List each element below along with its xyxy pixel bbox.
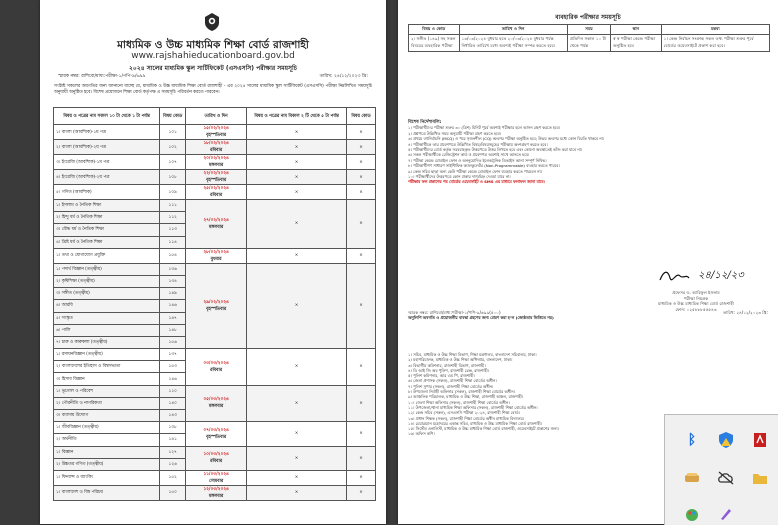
code-cell: ১৪৭ [160,312,186,324]
pm-code-cell: × [346,155,375,170]
pm-code-cell: × [346,485,375,500]
distribution-item: ৩। বিভাগীয় কমিশনার, রাজশাহী বিভাগ, রাজশাহী। [408,362,486,368]
pm-subject-cell: × [247,140,347,155]
table-row [54,185,376,200]
subject-cell: ১। ভূগোল ও পরিবেশ [54,385,160,397]
code-cell: ১৫৪ [160,248,186,263]
distribution-item: ৪। ডি আই জি অব পুলিশ, রাজশাহী রেঞ্জ, রাজশাহী। [408,367,490,373]
pm-code-cell: × [346,470,375,485]
pm-subject-cell: × [247,248,347,263]
date-cell [186,140,247,155]
distribution-item: ৯। আঞ্চলিক পরিচালক, মাধ্যমিক ও উচ্চ শিক্ষা, রাজশাহী অঞ্চল, রাজশাহী। [408,394,524,400]
code-cell: ১৫৬ [160,336,186,348]
date-cell [186,349,247,386]
subject-cell: ১। ফিন্যান্স ও ব্যাংকিং [54,470,160,485]
folder-icon[interactable] [749,467,771,489]
col-subject-am: বিষয় ও পত্রের নাম সকাল ১০ টা থেকে ১ টা পর্যন্ত [54,108,160,125]
pm-subject-cell: × [247,349,347,386]
exam-date: ০৫/০৩/২০২৪ [203,397,229,403]
date-cell [186,385,247,422]
pm-code-cell: × [346,200,375,249]
exam-title: ২০২৪ সালের মাধ্যমিক স্কুল সার্টিফিকেট (এসএসসি) পরীক্ষার সময়সূচি [129,65,297,72]
table-row [54,470,376,485]
memo-number: স্মারক নম্বর: রাশিবো/মাধ্য:পরীক্ষা-১/পপি-৯/৬৯৯ [58,74,146,79]
exam-date: ০৭/০৩/২০২৪ [203,427,229,433]
pm-subject-cell: × [247,446,347,470]
pm-subject-cell: × [247,263,347,348]
code-cell: ১৩৮ [160,422,186,434]
exam-date: ১৮/০২/২০২৪ [203,141,229,146]
sig-phone: ফোন: ০২৫৮৮৮৫৫৫৪৩ [675,306,717,312]
note-item: ৫। পরীক্ষার্থীদের বোর্ড কর্তৃক সরবরাহকৃত উত্তরপত্রে উত্তর লিখতে হবে এবং কোনো অবস্থাতেই ভাঁজ করা যাবে না। [408,147,583,153]
code-cell: ১৫২ [160,470,186,485]
practical-title: ব্যবহারিক পরীক্ষার সময়সূচি [555,14,621,21]
date-cell [186,446,247,470]
subject-cell: ২। হিন্দু ধর্ম ও নৈতিক শিক্ষা [54,212,160,224]
col-code-pm: বিষয় কোড [346,108,375,125]
code-cell: ১১৪ [160,236,186,248]
date-cell [186,200,247,249]
distribution-item: ১৪। চেয়ারম্যান মহোদয়ের একান্ত সচিব, মাধ্যমিক ও উচ্চ মাধ্যমিক শিক্ষা বোর্ড রাজশাহী। [408,420,542,426]
exam-date: ১১/০৩/২০২৪ [203,471,229,477]
subject-cell: ৩। ব্যবসায় উদ্যোগ [54,410,160,422]
pm-subject-cell: × [247,155,347,170]
exam-day: বৃহস্পতিবার [206,133,227,138]
distribution-item: ১২। কেন্দ্র সচিব (সকল), এসএসসি পরীক্ষা ২০২৪, রাজশাহী শিক্ষা বোর্ড। [408,410,520,416]
shield-warning-icon[interactable] [715,429,737,451]
pm-code-cell: × [346,185,375,200]
code-cell: ১৪৮ [160,324,186,336]
exam-day: রবিবার [210,367,223,373]
subject-cell: ২। কৃষিশিক্ষা (তত্ত্বীয়) [54,275,160,287]
code-cell: ১০৯ [160,185,186,200]
practical-col-date: তারিখ ও দিন [459,25,567,35]
code-cell: ১১০ [160,385,186,397]
pm-code-cell: × [346,125,375,140]
code-cell: ১৩৪ [160,275,186,287]
table-row [54,263,376,275]
note-item: ১০। পরীক্ষার্থীদের উত্তরপত্রে কোন প্রকার দাগ/চিহ্ন দেওয়া যাবে না। [408,174,511,180]
memo2-date: তারিখ: ২৪/১২/২০২৩ খ্রি: [723,310,768,315]
code-cell: ১০৮ [160,170,186,185]
code-cell: ১৫০ [160,485,186,500]
exam-schedule-table [53,107,376,501]
table-row [54,140,376,155]
subject-cell: ১। জীববিজ্ঞান (তত্ত্বীয়) [54,422,160,434]
pm-subject-cell: × [247,200,347,249]
board-seal-icon [203,12,221,32]
pm-code-cell: × [346,263,375,348]
pen-icon[interactable] [715,503,737,525]
distribution-item: ১১। উপজেলা/থানা মাধ্যমিক শিক্ষা অফিসার (সকল), রাজশাহী শিক্ষা বোর্ডের অধীন। [408,404,538,410]
subject-cell: ৭। চারু ও কারুকলা (তত্ত্বীয়) [54,336,160,348]
note-item: ২। প্রশ্নপত্রে উল্লিখিত সময় অনুযায়ী পরীক্ষা গ্রহণ করতে হবে। [408,130,502,136]
exam-day: বৃহস্পতিবার [206,434,227,440]
exam-day: বৃহস্পতিবার [206,178,227,183]
code-cell: ১১৩ [160,224,186,236]
code-cell: ১৩৬ [160,263,186,275]
exam-date: ১৫/০২/২০২৪ [203,126,229,131]
table-row [54,155,376,170]
special-instructions [408,120,768,185]
pm-subject-cell: × [247,422,347,446]
exam-date: ২০/০২/২০২৪ [203,156,229,161]
pm-code-cell: × [346,248,375,263]
note-item: ৩। প্রথমে বহুনির্বাচনি (MCQ) ও পরে সৃজনশীল (CQ) অংশের পরীক্ষা অনুষ্ঠিত হবে; উভয় অংশের মধ্যে কোন বিরতি থাকবে না। [408,136,605,142]
code-cell: ১৪৬ [160,373,186,385]
pm-subject-cell: × [247,170,347,185]
code-cell: ১৪০ [160,397,186,409]
distribution-item: ৮। উপজেলা নির্বাহী অফিসার (সকল), রাজশাহী শিক্ষা বোর্ডের অধীন। [408,389,515,395]
subject-cell: ৫। গণিত (আবশ্যিক) [54,185,160,200]
subject-cell: ১। বাংলা (আবশ্যিক)-১ম পত্র [54,125,160,140]
schedule-body [54,125,376,501]
table-row [54,248,376,263]
exam-date: ১০/০৩/২০২৪ [203,452,229,458]
subject-cell: ১। তথ্য ও যোগাযোগ প্রযুক্তি [54,248,160,263]
code-cell: ১৩৭ [160,349,186,361]
distribution-list [408,352,690,437]
red-note: পরীক্ষার ফল প্রকাশের পর বোর্ডের ওয়েবসাইট ও SMS এর মাধ্যমে ফলাফল জানা যাবে। [408,179,545,185]
code-cell: ১২৭ [160,446,186,458]
memo-date: তারিখ: ২৪/১২/২০২৩ খ্রি: [319,74,368,79]
cloud-off-icon[interactable] [715,467,737,489]
subject-cell: ৪। ইংরেজি (আবশ্যিক)-২য় পত্র [54,170,160,185]
notes-heading: বিশেষ নির্দেশাবলি: [408,120,442,125]
notes-list [408,125,768,179]
code-cell: ১১১ [160,200,186,212]
board-website[interactable]: www.rajshahieducationboard.gov.bd [131,51,295,61]
table-row [54,200,376,212]
subject-cell: ৩। সঙ্গীত (তত্ত্বীয়) [54,288,160,300]
note-item: ৭। পরীক্ষা কেন্দ্রে মোবাইল ফোন ও অননুমোদিত ইলেকট্রনিক ডিভাইস আনা সম্পূর্ণ নিষিদ্ধ। [408,157,547,163]
date-cell [186,422,247,446]
practical-col-subject: বিষয় ও কোড [409,25,460,35]
exam-date: ১২/০৩/২০২৪ [203,486,229,492]
note-item: ১। পরীক্ষার্থীদের পরীক্ষা শুরুর ৩০ (ত্রিশ) মিনিট পূর্বে অবশ্যই পরীক্ষার হলে আসন গ্রহণ করতে হবে। [408,125,561,131]
code-cell: ১০৭ [160,155,186,170]
practical-place: স্ব স্ব পরীক্ষা কেন্দ্রে পরীক্ষা অনুষ্ঠিত হবে [611,35,662,52]
subject-cell: ৩। বৌদ্ধ ধর্ম ও নৈতিক শিক্ষা [54,224,160,236]
table-row [54,170,376,185]
pm-code-cell: × [346,385,375,422]
subject-cell: ৬। পালি [54,324,160,336]
exam-day: সোমবার [208,478,224,484]
table-row [54,422,376,434]
date-cell [186,125,247,140]
subject-cell: ১। ইসলাম ও নৈতিক শিক্ষা [54,200,160,212]
subject-cell: ১। রসায়নবিজ্ঞান (তত্ত্বীয়) [54,349,160,361]
code-cell: ১০১ [160,125,186,140]
pm-subject-cell: × [247,485,347,500]
table-row [54,485,376,500]
exam-day: মঙ্গলবার [208,163,224,168]
code-cell: ১৪৬ [160,300,186,312]
exam-day: রবিবার [210,148,223,153]
practical-col-time: সময় [567,25,610,35]
subject-cell: ২। বাংলা (আবশ্যিক)-২য় পত্র [54,140,160,155]
exam-day: বৃহস্পতিবার [206,306,227,312]
exam-date: ২৭/০২/২০২৪ [203,217,229,223]
date-cell [186,185,247,200]
pm-code-cell: × [346,140,375,155]
code-cell: ১১২ [160,212,186,224]
practical-col-remark: মন্তব্য [661,25,769,35]
pm-code-cell: × [346,170,375,185]
bluetooth-icon[interactable]: ᛒ [687,432,697,448]
table-row [54,349,376,361]
note-item: ৮। পরীক্ষার্থীগণ সাধারণ সাইন্টিফিক ক্যালকুলেটর (Non-Programmable) ব্যবহার করতে পারবে। [408,163,560,169]
subject-cell: ৩। হিসাব বিজ্ঞান [54,373,160,385]
note-item: ৪। পরীক্ষার্থীকে তার প্রবেশপত্রে উল্লিখিত বিষয়/বিষয়সমূহের পরীক্ষায় অংশগ্রহণ করতে হবে। [408,141,548,147]
exam-day: রবিবার [210,459,223,465]
exam-date: ২৫/০২/২০২৪ [203,186,229,191]
practical-table [408,24,770,52]
exam-date: ২৯/০২/২০২৪ [203,299,229,305]
date-cell [186,485,247,500]
distribution-heading: অনুলিপি অবগতি ও প্রয়োজনীয় ব্যবস্থা গ্রহণের জন্য প্রেরণ করা হ’ল (জ্যেষ্ঠতার ভিত্তিতে নয়) [408,315,554,321]
table-row [54,125,376,140]
pm-subject-cell: × [247,125,347,140]
code-cell: ১৪৯ [160,288,186,300]
practical-subject: ২। সঙ্গীত (১৪৯) সহ সকল বিষয়ের ব্যবহারিক পরীক্ষা [409,35,460,52]
subject-cell: ২। পৌরনীতি ও নাগরিকতা [54,397,160,409]
table-row [54,385,376,397]
memo-line [58,73,368,80]
distribution-item: ১। সচিব, মাধ্যমিক ও উচ্চ শিক্ষা বিভাগ, শিক্ষা মন্ত্রণালয়, বাংলাদেশ সচিবালয়, ঢাকা। [408,352,537,357]
signature-date: ২৪/১২/২৩ [698,270,744,281]
exam-date: ২২/০২/২০২৪ [203,171,229,176]
table-header-row [54,108,376,125]
exam-date: ২৮/০২/২০২৪ [203,249,229,255]
code-cell: ১২৬ [160,458,186,470]
sig-org: মাধ্যমিক ও উচ্চ মাধ্যমিক শিক্ষা বোর্ড রাজশাহী [658,301,734,307]
sig-name: প্রফেসর ড. আরিফুল ইসলাম [672,290,720,295]
practical-date: ১৩/০৩/২০২৪ বুধবার হতে ২০/০৩/২০২৪ বুধবার পর্যন্ত নির্ধারিত তারিখে মধ্যে অবশ্যই পরীক্ষা সম্পন্ন করতে হবে। [459,35,567,52]
code-cell: ১৫৩ [160,361,186,373]
distribution-item: ২। মহাপরিচালক, মাধ্যমিক ও উচ্চ শিক্ষা অধিদপ্তর, বাংলাদেশ, ঢাকা। [408,357,513,363]
pm-code-cell: × [346,422,375,446]
subject-cell: ১। বাংলাদেশ ও বিশ্ব পরিচয় [54,485,160,500]
practical-time: প্রতিদিন সকাল ১০ টা থেকে পর্যন্ত [567,35,610,52]
exam-day: মঙ্গলবার [208,493,224,499]
subject-cell: ২। বাংলাদেশের ইতিহাস ও বিশ্বসভ্যতা [54,361,160,373]
system-tray-overflow [664,414,778,525]
subject-cell: ২। উচ্চতর গণিত (তত্ত্বীয়) [54,458,160,470]
date-cell [186,155,247,170]
code-cell: ১৪১ [160,434,186,446]
subject-cell: ৪। আরবি [54,300,160,312]
sig-designation: পরীক্ষা নিয়ন্ত্রক [683,295,709,301]
subject-cell: ১। পদার্থ বিজ্ঞান (তত্ত্বীয়) [54,263,160,275]
usb-drive-icon[interactable] [681,467,703,489]
distribution-item: ৫। পুলিশ কমিশনার, আর এম পি, রাজশাহী। [408,373,475,379]
code-cell: ১৪৩ [160,410,186,422]
distribution-item: ১০। জেলা শিক্ষা অফিসার (সকল), রাজশাহী শিক্ষা বোর্ডের অধীন। [408,399,510,405]
pm-subject-cell: × [247,385,347,422]
col-code-am: বিষয় কোড [160,108,186,125]
subject-cell: ২। অর্থনীতি [54,434,160,446]
exam-day: বুধবার [210,256,222,262]
date-cell [186,470,247,485]
pm-subject-cell: × [247,470,347,485]
practical-row [409,35,770,52]
table-row [54,446,376,458]
col-subject-pm: বিষয় ও পত্রের নাম বিকাল ২ টি থেকে ৫ টা পর্যন্ত [247,108,347,125]
subject-cell: ৫। সংস্কৃত [54,312,160,324]
schedule-page-1 [40,0,386,524]
memo2-number: স্মারক নম্বর: রাশিবো/মাধ্য:পরীক্ষা-১/পপি-৯/৬৯৯(৫০০) [408,310,501,315]
practical-col-place: স্থান [611,25,662,35]
date-cell [186,170,247,185]
subject-cell: ৩। ইংরেজি (আবশ্যিক)-১ম পত্র [54,155,160,170]
distribution-item: ৭। পুলিশ সুপার (সকল), রাজশাহী শিক্ষা বোর্ডের অধীন। [408,383,494,389]
exam-day: মঙ্গলবার [208,404,224,410]
col-date-day: তারিখ ও দিন [186,108,247,125]
date-cell [186,248,247,263]
pm-code-cell: × [346,446,375,470]
note-item: ৬। সকল পরীক্ষার্থীকে রেজিস্ট্রেশন কার্ড ও প্রবেশপত্র অবশ্যই সাথে আনতে হবে। [408,152,530,158]
pm-subject-cell: × [247,185,347,200]
subject-cell: ১। বিজ্ঞান [54,446,160,458]
date-cell [186,263,247,348]
pdf-reader-icon[interactable] [749,429,771,451]
code-cell: ১০২ [160,140,186,155]
distribution-item: ৬। জেলা প্রশাসক (সকল), রাজশাহী শিক্ষা বোর্ডের অধীন। [408,378,497,384]
distribution-item: ১৫। সিস্টেম এনালিস্ট, মাধ্যমিক ও উচ্চ মাধ্যমিক শিক্ষা বোর্ড রাজশাহী, ওয়েবসাইটে প্রকাশের জন্য। [408,426,559,432]
exam-day: রবিবার [210,193,223,198]
exam-day: মঙ্গলবার [208,224,224,230]
distribution-item: ১৬। অফিস কপি। [408,431,435,437]
practical-header-row [409,25,770,35]
practical-remark: ১। কেন্দ্র নির্বাচন সংক্রান্ত সকল তথ্য পরীক্ষা শুরুর পূর্বে বোর্ডের ওয়েবসাইটে প্রকাশ করা হবে। [661,35,769,52]
paint-icon[interactable] [681,503,703,525]
pm-code-cell: × [346,349,375,386]
intro-paragraph: সংশ্লিষ্ট সকলের অবগতির জন্য জানানো যাচ্ছে যে, মাধ্যমিক ও উচ্চ মাধ্যমিক শিক্ষা বোর্ড রাজশাহী - এর ২০২৪ সালের মাধ্যমিক স্কুল সার্টিফিকেট (এসএসসি) পরীক্ষা নিম্নলিখিত সময়সূচি অনুযায়ী অনুষ্ঠিত হবে। বিশেষ প্রয়োজনে শিক্ষা বোর্ড কর্তৃপক্ষ এ সময়সূচি পরিবর্তন করতে পারবেন। [54,84,372,95]
distribution-item: ১৩। প্রধান শিক্ষক (সকল), রাজশাহী শিক্ষা বোর্ডের অধীন মাধ্যমিক বিদ্যালয়। [408,415,525,421]
note-item: ৯। কেন্দ্র সচিব ছাড়া অন্য কেউ পরীক্ষা কেন্দ্রে মোবাইল ফোন ব্যবহার করতে পারবেন না। [408,168,542,174]
exam-date: ০৩/০৩/২০২৪ [203,360,229,366]
distribution-section [408,310,768,321]
subject-cell: ৪। খ্রিষ্ট ধর্ম ও নৈতিক শিক্ষা [54,236,160,248]
board-title: মাধ্যমিক ও উচ্চ মাধ্যমিক শিক্ষা বোর্ড রাজশাহী [117,39,309,51]
